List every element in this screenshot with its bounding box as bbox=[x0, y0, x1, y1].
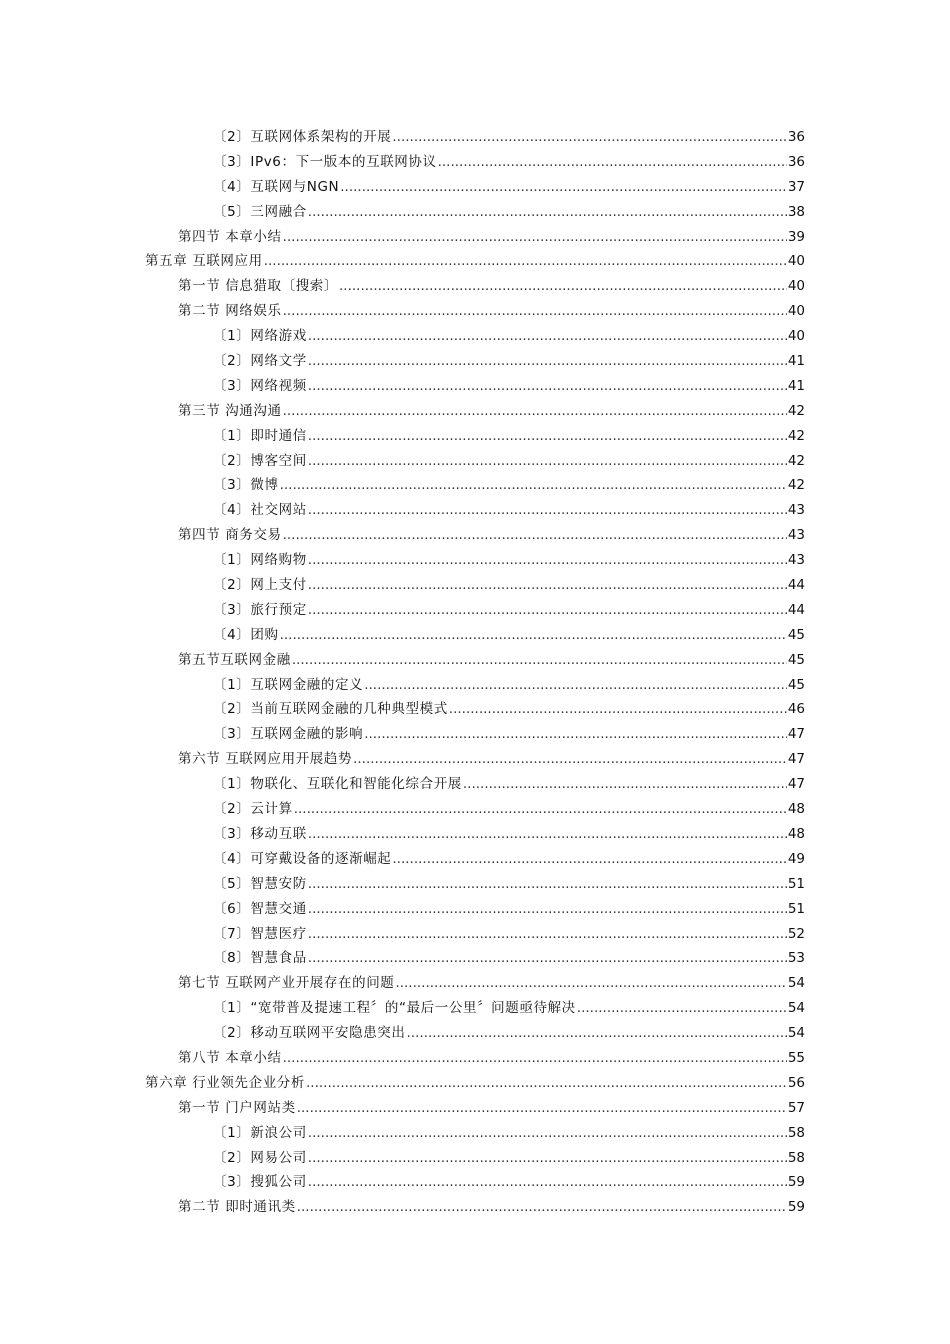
toc-entry-page: 47 bbox=[787, 776, 805, 793]
toc-dot-leader bbox=[577, 996, 787, 1021]
toc-dot-leader bbox=[308, 498, 787, 523]
toc-entry-title: 〔3〕微博 bbox=[213, 477, 279, 494]
toc-dot-leader bbox=[306, 1071, 787, 1096]
toc-entry-page: 59 bbox=[787, 1199, 805, 1216]
toc-entry-page: 41 bbox=[787, 353, 805, 370]
toc-entry[interactable] bbox=[0, 1121, 950, 1146]
toc-entry-page: 53 bbox=[787, 950, 805, 967]
toc-dot-leader bbox=[280, 473, 787, 498]
toc-entry-page: 42 bbox=[787, 452, 805, 469]
toc-entry-title: 〔1〕即时通信 bbox=[213, 427, 307, 444]
toc-entry-title: 〔2〕云计算 bbox=[213, 801, 293, 818]
toc-entry-page: 46 bbox=[787, 701, 805, 718]
toc-entry-title: 〔1〕网络游戏 bbox=[213, 328, 307, 345]
table-of-contents bbox=[0, 125, 950, 1220]
toc-entry-title: 〔4〕团购 bbox=[213, 626, 279, 643]
toc-dot-leader bbox=[308, 424, 787, 449]
toc-entry[interactable] bbox=[0, 623, 950, 648]
toc-entry-page: 49 bbox=[787, 850, 805, 867]
toc-entry[interactable] bbox=[0, 548, 950, 573]
toc-entry[interactable] bbox=[0, 200, 950, 225]
toc-dot-leader bbox=[308, 922, 787, 947]
toc-entry[interactable] bbox=[0, 772, 950, 797]
toc-entry-page: 54 bbox=[787, 1025, 805, 1042]
toc-entry-title: 〔3〕搜狐公司 bbox=[213, 1174, 307, 1191]
toc-entry-page: 45 bbox=[787, 651, 805, 668]
toc-entry-title: 〔1〕新浪公司 bbox=[213, 1124, 307, 1141]
toc-entry-page: 40 bbox=[787, 328, 805, 345]
toc-entry[interactable] bbox=[0, 573, 950, 598]
toc-dot-leader bbox=[308, 449, 787, 474]
toc-entry-title: 第二节 网络娱乐 bbox=[178, 303, 282, 320]
toc-entry-title: 〔1〕物联化、互联化和智能化综合开展 bbox=[213, 776, 462, 793]
toc-entry[interactable] bbox=[0, 598, 950, 623]
toc-entry-page: 48 bbox=[787, 801, 805, 818]
toc-entry[interactable] bbox=[0, 1071, 950, 1096]
toc-entry-title: 〔5〕三网融合 bbox=[213, 203, 307, 220]
toc-dot-leader bbox=[308, 872, 787, 897]
toc-entry[interactable] bbox=[0, 897, 950, 922]
toc-dot-leader bbox=[364, 673, 787, 698]
toc-entry-title: 第一节 门户网站类 bbox=[178, 1099, 296, 1116]
toc-dot-leader bbox=[283, 523, 787, 548]
toc-entry[interactable] bbox=[0, 996, 950, 1021]
toc-entry-page: 48 bbox=[787, 825, 805, 842]
toc-entry[interactable] bbox=[0, 1046, 950, 1071]
toc-entry-page: 42 bbox=[787, 427, 805, 444]
toc-entry-page: 37 bbox=[787, 178, 805, 195]
toc-dot-leader bbox=[308, 548, 787, 573]
toc-entry-page: 47 bbox=[787, 726, 805, 743]
toc-entry[interactable] bbox=[0, 498, 950, 523]
toc-dot-leader bbox=[308, 1121, 787, 1146]
toc-entry-title: 〔4〕可穿戴设备的逐渐崛起 bbox=[213, 850, 392, 867]
toc-entry-page: 38 bbox=[787, 203, 805, 220]
toc-entry-title: 第五节互联网金融 bbox=[178, 651, 291, 668]
toc-entry-title: 〔6〕智慧交通 bbox=[213, 900, 307, 917]
toc-entry-page: 36 bbox=[787, 153, 805, 170]
toc-entry[interactable] bbox=[0, 697, 950, 722]
toc-dot-leader bbox=[297, 1096, 787, 1121]
toc-entry[interactable] bbox=[0, 449, 950, 474]
toc-entry[interactable] bbox=[0, 1146, 950, 1171]
toc-entry-title: 第五章 互联网应用 bbox=[145, 253, 263, 270]
toc-entry-title: 〔1〕互联网金融的定义 bbox=[213, 676, 364, 693]
toc-entry-page: 58 bbox=[787, 1124, 805, 1141]
toc-dot-leader bbox=[308, 946, 787, 971]
toc-entry-page: 57 bbox=[787, 1099, 805, 1116]
toc-entry-page: 51 bbox=[787, 875, 805, 892]
toc-dot-leader bbox=[392, 847, 786, 872]
toc-entry[interactable] bbox=[0, 374, 950, 399]
toc-entry-page: 59 bbox=[787, 1174, 805, 1191]
toc-entry-title: 〔2〕移动互联网平安隐患突出 bbox=[213, 1025, 406, 1042]
toc-entry-page: 45 bbox=[787, 626, 805, 643]
toc-entry-page: 45 bbox=[787, 676, 805, 693]
toc-dot-leader bbox=[308, 573, 787, 598]
toc-entry[interactable] bbox=[0, 125, 950, 150]
toc-dot-leader bbox=[340, 175, 787, 200]
toc-entry-page: 43 bbox=[787, 527, 805, 544]
toc-entry-title: 第二节 即时通讯类 bbox=[178, 1199, 296, 1216]
toc-dot-leader bbox=[283, 299, 787, 324]
toc-entry-page: 40 bbox=[787, 303, 805, 320]
toc-entry[interactable] bbox=[0, 523, 950, 548]
toc-entry-title: 〔3〕旅行预定 bbox=[213, 601, 307, 618]
toc-dot-leader bbox=[339, 274, 787, 299]
toc-entry-page: 56 bbox=[787, 1074, 805, 1091]
toc-entry-title: 〔3〕IPv6：下一版本的互联网协议 bbox=[213, 153, 437, 170]
toc-entry-page: 54 bbox=[787, 1000, 805, 1017]
toc-entry-title: 〔2〕网易公司 bbox=[213, 1149, 307, 1166]
toc-entry-page: 51 bbox=[787, 900, 805, 917]
toc-entry[interactable] bbox=[0, 175, 950, 200]
toc-entry[interactable] bbox=[0, 225, 950, 250]
toc-entry-title: 第四节 本章小结 bbox=[178, 228, 282, 245]
toc-entry[interactable] bbox=[0, 1195, 950, 1220]
toc-entry-title: 〔1〕网络购物 bbox=[213, 552, 307, 569]
toc-entry[interactable] bbox=[0, 722, 950, 747]
toc-entry[interactable] bbox=[0, 473, 950, 498]
toc-dot-leader bbox=[283, 225, 787, 250]
toc-entry-page: 55 bbox=[787, 1049, 805, 1066]
toc-entry-page: 52 bbox=[787, 925, 805, 942]
toc-entry-page: 42 bbox=[787, 402, 805, 419]
toc-dot-leader bbox=[463, 772, 787, 797]
toc-entry-page: 44 bbox=[787, 577, 805, 594]
toc-dot-leader bbox=[308, 324, 787, 349]
toc-entry-title: 〔1〕“宽带普及提速工程〞的“最后一公里〞问题亟待解决 bbox=[213, 1000, 576, 1017]
toc-entry-title: 〔5〕智慧安防 bbox=[213, 875, 307, 892]
toc-entry[interactable] bbox=[0, 274, 950, 299]
toc-entry-title: 〔7〕智慧医疗 bbox=[213, 925, 307, 942]
toc-dot-leader bbox=[438, 150, 787, 175]
toc-dot-leader bbox=[297, 1195, 787, 1220]
toc-dot-leader bbox=[392, 125, 786, 150]
toc-entry[interactable] bbox=[0, 822, 950, 847]
toc-entry[interactable] bbox=[0, 299, 950, 324]
toc-entry-page: 54 bbox=[787, 975, 805, 992]
toc-entry-page: 44 bbox=[787, 601, 805, 618]
toc-entry[interactable] bbox=[0, 399, 950, 424]
toc-dot-leader bbox=[264, 249, 787, 274]
toc-entry-page: 39 bbox=[787, 228, 805, 245]
toc-entry-page: 43 bbox=[787, 502, 805, 519]
toc-entry-page: 42 bbox=[787, 477, 805, 494]
toc-dot-leader bbox=[283, 399, 787, 424]
toc-entry-title: 〔3〕移动互联 bbox=[213, 825, 307, 842]
toc-entry-title: 第三节 沟通沟通 bbox=[178, 402, 282, 419]
toc-entry[interactable] bbox=[0, 797, 950, 822]
toc-dot-leader bbox=[308, 897, 787, 922]
toc-entry[interactable] bbox=[0, 971, 950, 996]
toc-entry[interactable] bbox=[0, 1096, 950, 1121]
toc-entry-title: 第四节 商务交易 bbox=[178, 527, 282, 544]
toc-dot-leader bbox=[308, 374, 787, 399]
toc-entry-title: 〔2〕网络文学 bbox=[213, 353, 307, 370]
toc-dot-leader bbox=[308, 1170, 787, 1195]
toc-dot-leader bbox=[308, 349, 787, 374]
toc-dot-leader bbox=[364, 722, 787, 747]
toc-dot-leader bbox=[449, 697, 787, 722]
toc-entry[interactable] bbox=[0, 1021, 950, 1046]
toc-entry-title: 〔4〕社交网站 bbox=[213, 502, 307, 519]
toc-entry-title: 〔2〕互联网体系架构的开展 bbox=[213, 129, 392, 145]
toc-entry-title: 〔3〕网络视频 bbox=[213, 377, 307, 394]
toc-entry-title: 第六章 行业领先企业分析 bbox=[145, 1074, 305, 1091]
toc-dot-leader bbox=[308, 200, 787, 225]
toc-entry-page: 43 bbox=[787, 552, 805, 569]
toc-entry[interactable] bbox=[0, 847, 950, 872]
toc-entry-title: 第一节 信息猎取〔搜索〕 bbox=[178, 278, 338, 295]
toc-entry[interactable] bbox=[0, 946, 950, 971]
toc-dot-leader bbox=[308, 822, 787, 847]
toc-dot-leader bbox=[407, 1021, 787, 1046]
toc-entry[interactable] bbox=[0, 872, 950, 897]
toc-entry-title: 〔2〕当前互联网金融的几种典型模式 bbox=[213, 701, 448, 718]
toc-entry-title: 第六节 互联网应用开展趋势 bbox=[178, 751, 353, 768]
toc-dot-leader bbox=[353, 747, 787, 772]
toc-entry-title: 〔2〕网上支付 bbox=[213, 577, 307, 594]
toc-entry[interactable] bbox=[0, 747, 950, 772]
toc-dot-leader bbox=[280, 623, 787, 648]
toc-dot-leader bbox=[395, 971, 786, 996]
toc-dot-leader bbox=[292, 648, 787, 673]
toc-entry[interactable] bbox=[0, 648, 950, 673]
toc-entry-page: 47 bbox=[787, 751, 805, 768]
toc-entry[interactable] bbox=[0, 150, 950, 175]
toc-entry-title: 〔4〕互联网与NGN bbox=[213, 178, 340, 195]
toc-entry[interactable] bbox=[0, 922, 950, 947]
toc-dot-leader bbox=[308, 1146, 787, 1171]
toc-dot-leader bbox=[308, 598, 787, 623]
toc-dot-leader bbox=[283, 1046, 787, 1071]
toc-entry-page: 36 bbox=[787, 129, 805, 145]
toc-dot-leader bbox=[294, 797, 787, 822]
toc-entry[interactable] bbox=[0, 249, 950, 274]
toc-entry-page: 40 bbox=[787, 278, 805, 295]
toc-entry-page: 41 bbox=[787, 377, 805, 394]
toc-entry-title: 〔8〕智慧食品 bbox=[213, 950, 307, 967]
toc-entry-page: 58 bbox=[787, 1149, 805, 1166]
toc-entry-title: 第八节 本章小结 bbox=[178, 1049, 282, 1066]
toc-entry[interactable] bbox=[0, 1170, 950, 1195]
toc-entry[interactable] bbox=[0, 324, 950, 349]
toc-entry-title: 第七节 互联网产业开展存在的问题 bbox=[178, 975, 395, 992]
toc-entry-title: 〔2〕博客空间 bbox=[213, 452, 307, 469]
toc-entry-title: 〔3〕互联网金融的影响 bbox=[213, 726, 364, 743]
toc-entry-page: 40 bbox=[787, 253, 805, 270]
toc-entry[interactable] bbox=[0, 349, 950, 374]
toc-entry[interactable] bbox=[0, 424, 950, 449]
toc-entry[interactable] bbox=[0, 673, 950, 698]
